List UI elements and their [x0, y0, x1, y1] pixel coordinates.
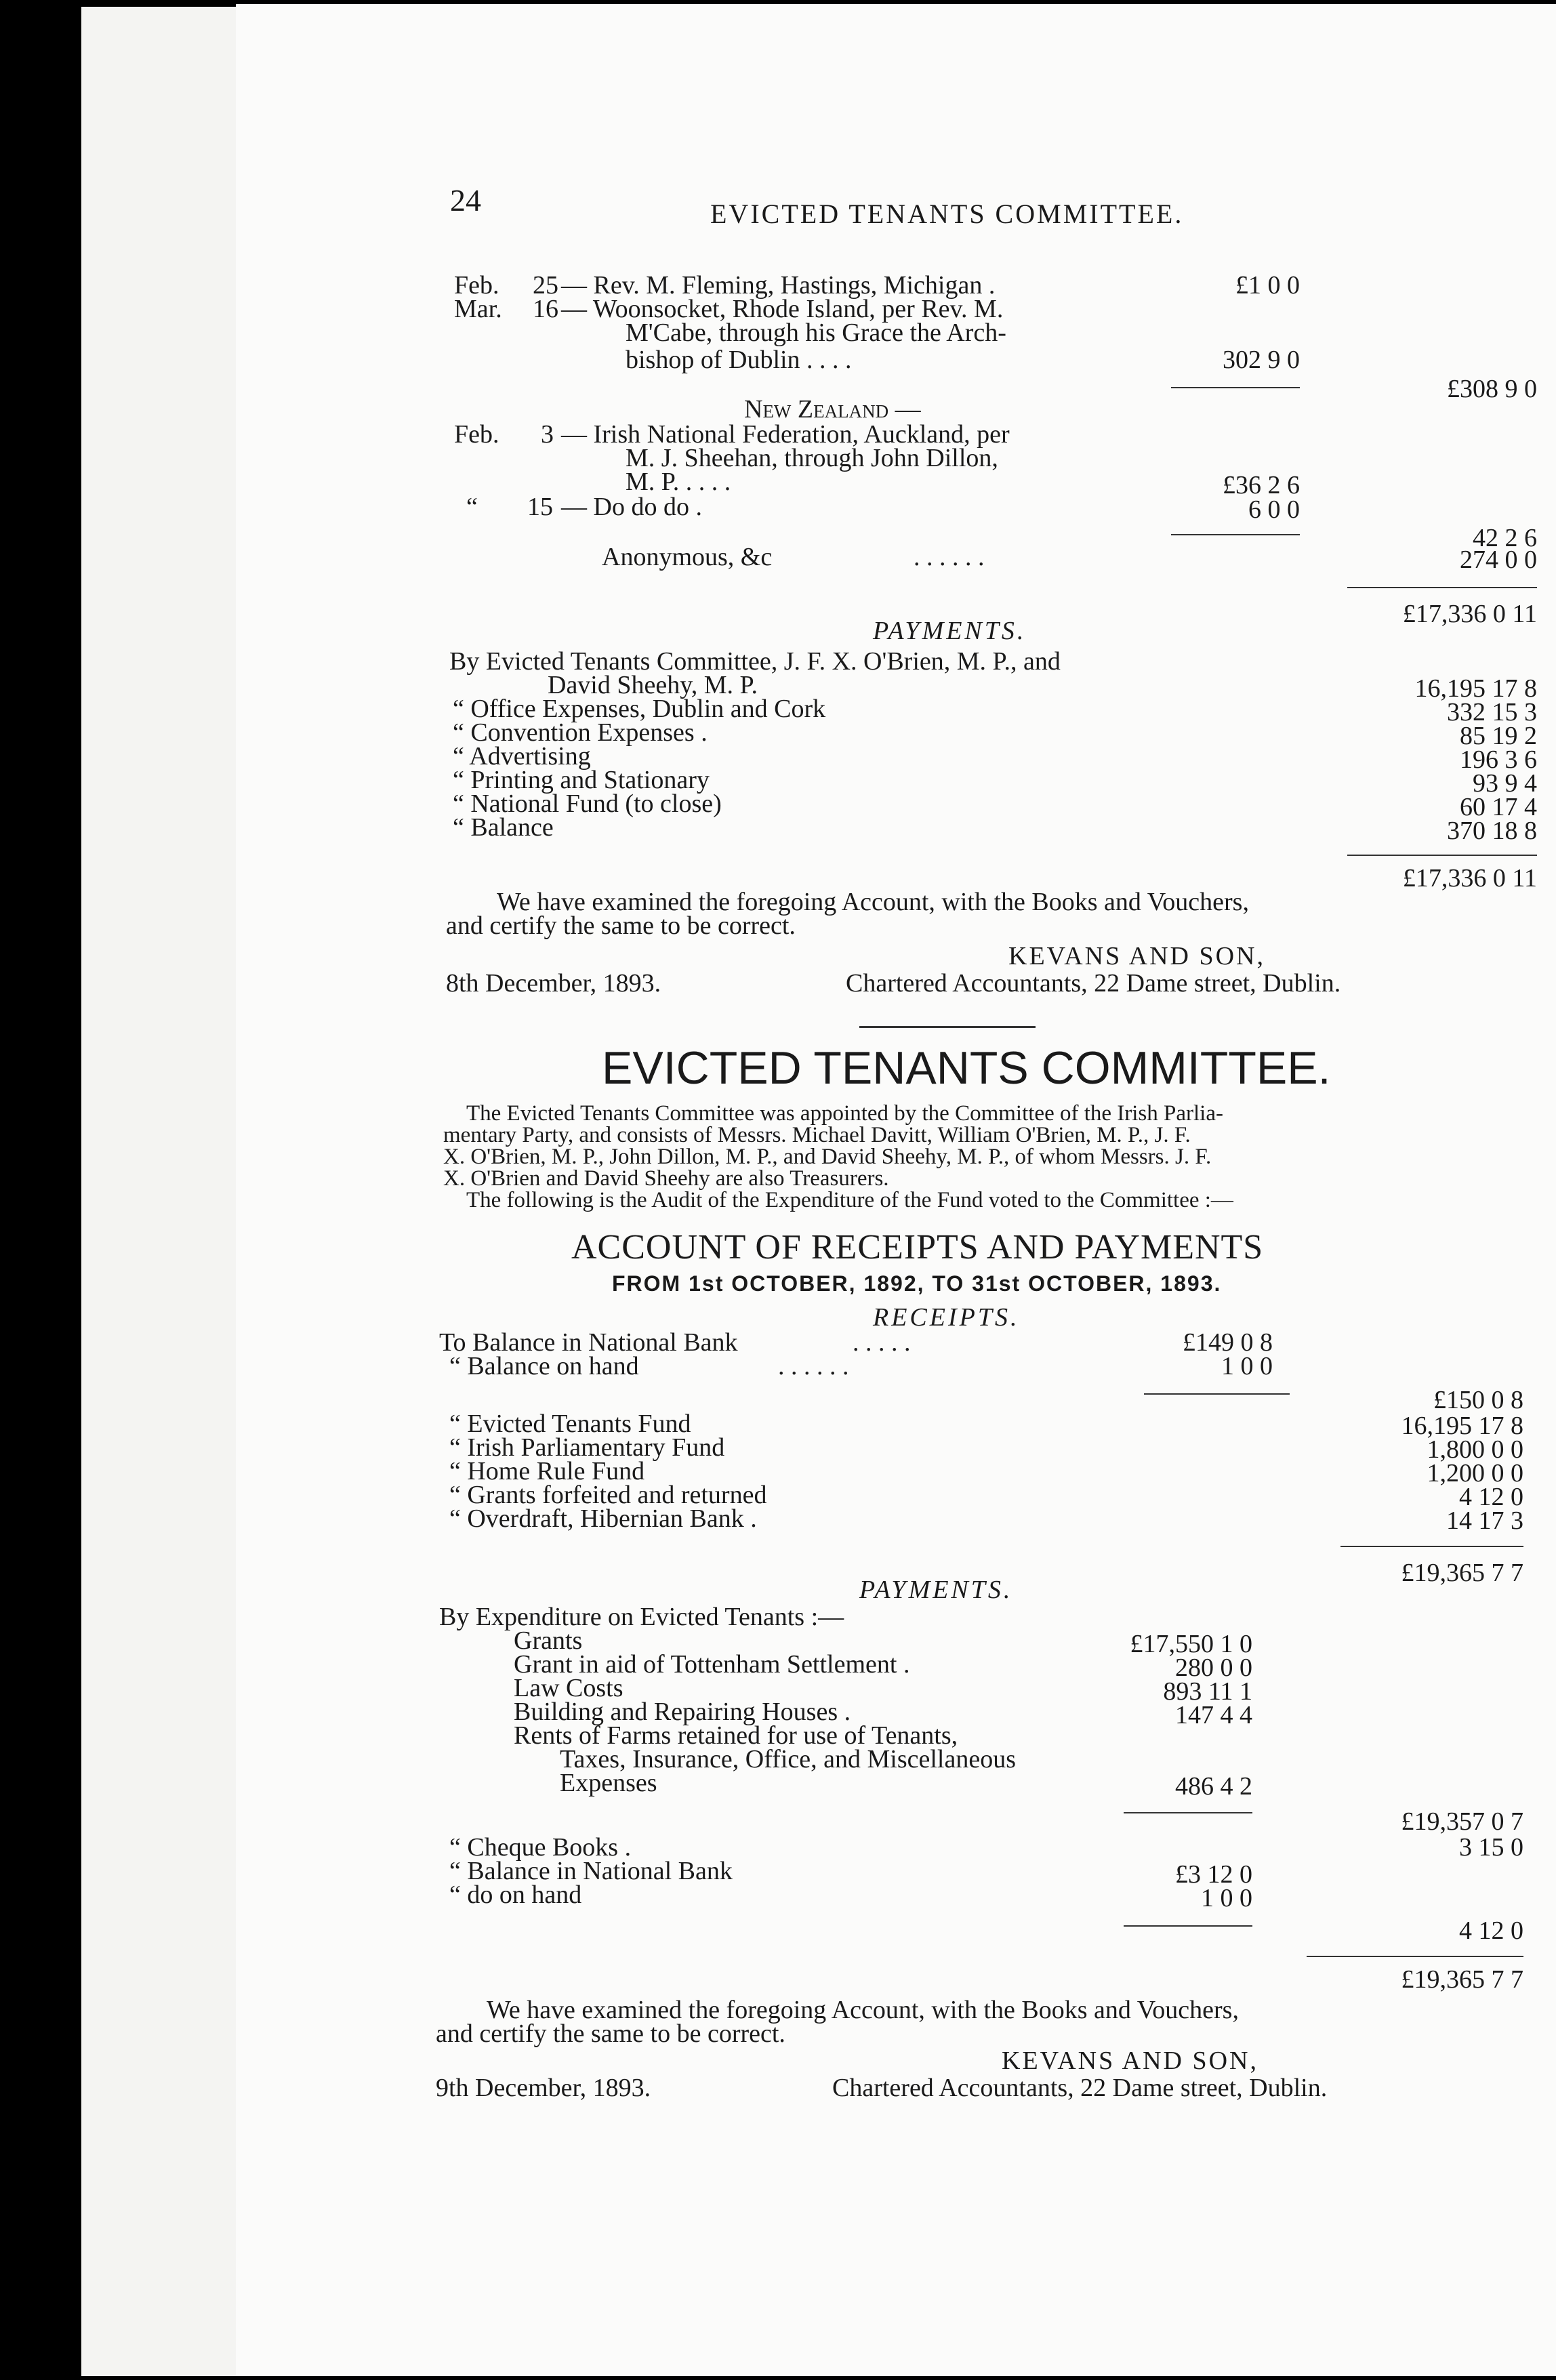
audit-2-line1: We have examined the foregoing Account, with the Books and Vouchers, — [487, 1996, 1239, 2024]
receipt-amount: 16,195 17 8 — [1401, 1412, 1523, 1440]
audit-2-firm: KEVANS AND SON, — [1002, 2047, 1258, 2075]
intro-line: X. O'Brien, M. P., John Dillon, M. P., and David Sheehy, M. P., of whom Messrs. J. F. — [443, 1145, 1212, 1169]
running-title: EVICTED TENANTS COMMITTEE. — [710, 199, 1184, 229]
payment-label: “ Office Expenses, Dublin and Cork — [453, 695, 826, 723]
entry-date: Feb. — [454, 271, 499, 300]
anonymous-amount: 274 0 0 — [1460, 546, 1537, 574]
receipt-amount: 1 0 0 — [1221, 1352, 1273, 1380]
receipt-label: “ Balance on hand — [449, 1352, 639, 1380]
intro-line: X. O'Brien and David Sheehy are also Treasurers. — [443, 1166, 889, 1191]
account-period: FROM 1st OCTOBER, 1892, TO 31st OCTOBER, 1893. — [612, 1271, 1222, 1296]
entry-amount: 6 0 0 — [1248, 495, 1300, 524]
account-title: ACCOUNT OF RECEIPTS AND PAYMENTS — [571, 1228, 1264, 1267]
entry-text: M. P. . . . . — [626, 468, 731, 496]
cheque-books-amount: 3 15 0 — [1459, 1833, 1523, 1862]
payment-amount: 893 11 1 — [1163, 1677, 1252, 1706]
payment-amount: 370 18 8 — [1447, 817, 1537, 845]
entry-amount: £1 0 0 — [1235, 271, 1300, 300]
payment-label: David Sheehy, M. P. — [548, 671, 758, 699]
payment-amount: 16,195 17 8 — [1414, 674, 1537, 703]
payment-label: Taxes, Insurance, Office, and Miscellaneous — [560, 1745, 1016, 1773]
payments-heading-2: PAYMENTS. — [859, 1576, 1013, 1604]
receipts-total-1: £17,336 0 11 — [1402, 600, 1537, 628]
receipt-dots: . . . . . — [853, 1328, 911, 1357]
rule — [1340, 1546, 1523, 1547]
rule — [1171, 387, 1300, 388]
payment-amount: 147 4 4 — [1175, 1701, 1252, 1729]
audit-1-firm: KEVANS AND SON, — [1008, 942, 1265, 970]
payment-amount: £17,550 1 0 — [1130, 1630, 1252, 1658]
balance-amount: 1 0 0 — [1201, 1884, 1252, 1912]
receipt-label: “ Grants forfeited and returned — [449, 1481, 767, 1509]
cheque-books-label: “ Cheque Books . — [449, 1833, 632, 1862]
audit-2-date: 9th December, 1893. — [436, 2074, 651, 2102]
entry-day: 15 — [527, 493, 553, 521]
rule — [1347, 587, 1537, 588]
payments-2-intro: By Expenditure on Evicted Tenants :— — [439, 1603, 844, 1631]
payment-label: Grants — [514, 1626, 583, 1655]
anonymous-dots: . . . . . . — [914, 543, 985, 571]
payments-total-2: £19,365 7 7 — [1401, 1965, 1523, 1994]
nz-heading: New Zealand — — [744, 395, 921, 424]
payment-label: “ Advertising — [453, 742, 591, 771]
receipt-label: “ Irish Parliamentary Fund — [449, 1433, 725, 1462]
entry-date: Feb. — [454, 420, 499, 449]
anonymous-label: Anonymous, &c — [602, 543, 773, 571]
payment-label: Law Costs — [514, 1674, 623, 1702]
receipt-amount: 4 12 0 — [1459, 1483, 1523, 1511]
page-edge — [132, 7, 174, 2376]
divider — [859, 1026, 1036, 1028]
page-number: 24 — [450, 183, 481, 218]
audit-1-line2: and certify the same to be correct. — [446, 911, 796, 940]
payment-amount: 280 0 0 — [1175, 1654, 1252, 1682]
entry-text: — Rev. M. Fleming, Hastings, Michigan . — [561, 271, 996, 300]
entry-text: bishop of Dublin . . . . — [626, 346, 852, 374]
payment-label: Grant in aid of Tottenham Settlement . — [514, 1650, 910, 1679]
rule — [1171, 534, 1300, 535]
payments-1-intro: By Evicted Tenants Committee, J. F. X. O'Brien, M. P., and — [449, 647, 1061, 676]
payments-total-1: £17,336 0 11 — [1402, 864, 1537, 893]
receipts-total-2: £19,365 7 7 — [1401, 1559, 1523, 1587]
balance-label: “ Balance in National Bank — [449, 1857, 733, 1885]
entry-date: “ — [466, 493, 478, 521]
entry-text: — Woonsocket, Rhode Island, per Rev. M. — [561, 295, 1004, 323]
page-edge — [81, 7, 137, 2376]
intro-line: The Evicted Tenants Committee was appointed by the Committee of the Irish Parlia- — [466, 1101, 1223, 1126]
receipts-heading: RECEIPTS. — [873, 1303, 1020, 1332]
payment-amount: 93 9 4 — [1473, 769, 1537, 798]
payment-label: Rents of Farms retained for use of Tenants, — [514, 1721, 958, 1750]
payment-amount: 332 15 3 — [1447, 698, 1537, 726]
entry-day: 16 — [533, 295, 558, 323]
entry-amount: £36 2 6 — [1223, 471, 1300, 499]
expenditure-total: £19,357 0 7 — [1401, 1807, 1523, 1836]
entry-day: 3 — [541, 420, 554, 449]
payment-amount: 85 19 2 — [1460, 722, 1537, 750]
rule — [1124, 1812, 1252, 1813]
intro-line: mentary Party, and consists of Messrs. Michael Davitt, William O'Brien, M. P., J. F. — [443, 1123, 1191, 1147]
audit-2-address: Chartered Accountants, 22 Dame street, Dublin. — [832, 2074, 1328, 2102]
receipt-amount: £149 0 8 — [1183, 1328, 1273, 1357]
entry-date: Mar. — [454, 295, 502, 323]
entry-text: — Irish National Federation, Auckland, per — [561, 420, 1010, 449]
rule — [1307, 1956, 1523, 1957]
payment-label: “ Printing and Stationary — [453, 766, 710, 794]
entry-day: 25 — [533, 271, 558, 300]
payment-label: Building and Repairing Houses . — [514, 1698, 851, 1726]
balance-amount: £3 12 0 — [1175, 1860, 1252, 1889]
entry-text: — Do do do . — [561, 493, 702, 521]
payment-amount: 60 17 4 — [1460, 793, 1537, 821]
document-page — [236, 4, 1556, 2376]
receipt-dots: . . . . . . — [778, 1352, 849, 1380]
audit-1-date: 8th December, 1893. — [446, 969, 661, 998]
receipt-label: “ Home Rule Fund — [449, 1457, 645, 1485]
payment-label: “ National Fund (to close) — [453, 789, 722, 818]
receipt-label: “ Evicted Tenants Fund — [449, 1410, 691, 1438]
balances-2-total: 4 12 0 — [1459, 1916, 1523, 1945]
receipt-label: To Balance in National Bank — [439, 1328, 738, 1357]
receipt-amount: 14 17 3 — [1446, 1506, 1523, 1535]
entry-amount: 302 9 0 — [1223, 346, 1300, 374]
entry-text: M. J. Sheehan, through John Dillon, — [626, 444, 998, 472]
payment-label: “ Balance — [453, 813, 554, 842]
payment-amount: 196 3 6 — [1460, 745, 1537, 774]
audit-1-line1: We have examined the foregoing Account, with the Books and Vouchers, — [497, 888, 1249, 916]
rule — [1124, 1925, 1252, 1927]
rule — [1144, 1393, 1290, 1395]
rule — [1347, 855, 1537, 856]
entry-text: M'Cabe, through his Grace the Arch- — [626, 319, 1006, 347]
receipts-cash-total: £150 0 8 — [1433, 1386, 1523, 1414]
balance-label: “ do on hand — [449, 1881, 582, 1909]
receipt-amount: 1,800 0 0 — [1427, 1435, 1523, 1464]
payments-heading-1: PAYMENTS. — [873, 617, 1027, 645]
nz-total: 42 2 6 — [1473, 524, 1537, 552]
intro-line: The following is the Audit of the Expenditure of the Fund voted to the Committee :— — [466, 1188, 1233, 1212]
audit-2-line2: and certify the same to be correct. — [436, 2019, 785, 2048]
audit-1-address: Chartered Accountants, 22 Dame street, Dublin. — [846, 969, 1341, 998]
receipt-amount: 1,200 0 0 — [1427, 1459, 1523, 1488]
us-total: £308 9 0 — [1447, 375, 1537, 403]
receipt-label: “ Overdraft, Hibernian Bank . — [449, 1504, 757, 1533]
payment-amount: 486 4 2 — [1175, 1772, 1252, 1801]
payment-label: Expenses — [560, 1769, 657, 1797]
payment-label: “ Convention Expenses . — [453, 718, 708, 747]
section-title: EVICTED TENANTS COMMITTEE. — [602, 1042, 1331, 1094]
